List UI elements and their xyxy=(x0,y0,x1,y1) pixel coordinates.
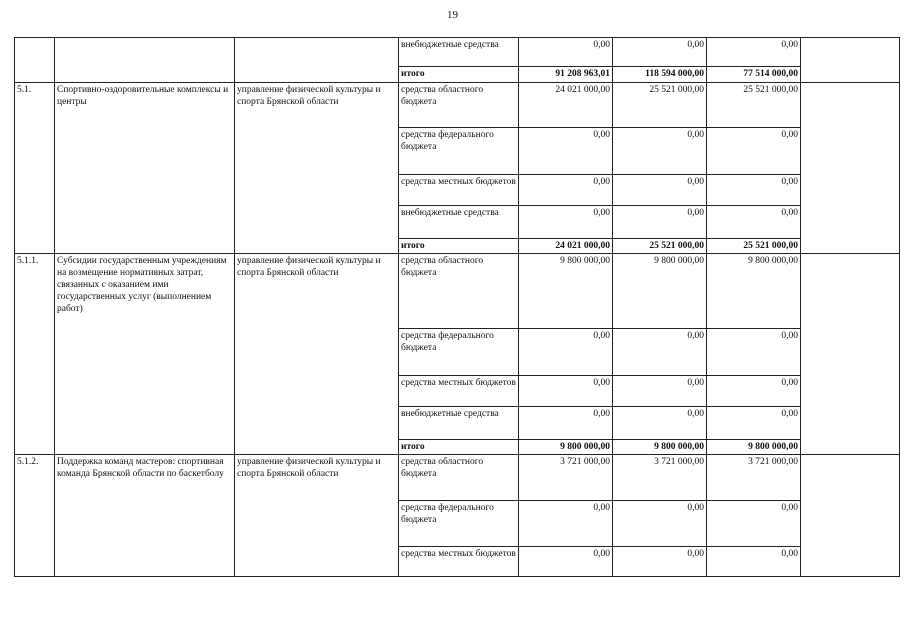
amount-year-1: 24 021 000,00 xyxy=(519,239,613,254)
amount-year-3: 0,00 xyxy=(707,206,801,239)
amount-year-1: 91 208 963,01 xyxy=(519,67,613,83)
funding-source: средства федерального бюджета xyxy=(399,501,519,547)
amount-year-2: 0,00 xyxy=(613,175,707,206)
amount-year-1: 9 800 000,00 xyxy=(519,440,613,455)
amount-year-1: 0,00 xyxy=(519,407,613,440)
amount-year-2: 0,00 xyxy=(613,206,707,239)
item-code: 5.1. xyxy=(15,83,55,254)
amount-year-2: 9 800 000,00 xyxy=(613,440,707,455)
page-number: 19 xyxy=(447,9,458,21)
result-cell xyxy=(801,38,900,83)
amount-year-1: 3 721 000,00 xyxy=(519,455,613,501)
funding-source: средства федерального бюджета xyxy=(399,329,519,376)
amount-year-1: 0,00 xyxy=(519,376,613,407)
amount-year-3: 9 800 000,00 xyxy=(707,254,801,329)
funding-source: средства областного бюджета xyxy=(399,455,519,501)
amount-year-3: 25 521 000,00 xyxy=(707,83,801,128)
funding-source: итого xyxy=(399,67,519,83)
amount-year-1: 0,00 xyxy=(519,206,613,239)
amount-year-2: 25 521 000,00 xyxy=(613,239,707,254)
amount-year-3: 0,00 xyxy=(707,407,801,440)
amount-year-1: 0,00 xyxy=(519,175,613,206)
funding-source: средства областного бюджета xyxy=(399,83,519,128)
funding-source: итого xyxy=(399,239,519,254)
amount-year-2: 0,00 xyxy=(613,501,707,547)
amount-year-3: 9 800 000,00 xyxy=(707,440,801,455)
amount-year-3: 77 514 000,00 xyxy=(707,67,801,83)
item-code: 5.1.1. xyxy=(15,254,55,455)
table-row xyxy=(15,83,900,128)
funding-source: средства местных бюджетов xyxy=(399,376,519,407)
result-cell xyxy=(801,455,900,577)
funding-source: средства областного бюджета xyxy=(399,254,519,329)
funding-source: средства местных бюджетов xyxy=(399,547,519,577)
funding-source: внебюджетные средства xyxy=(399,206,519,239)
budget-table xyxy=(14,37,900,577)
amount-year-3: 0,00 xyxy=(707,128,801,175)
item-executor: управление физической культуры и спорта Брянской области xyxy=(235,455,399,577)
item-name: Субсидии государственным учреждениям на возмещение нормативных затрат, связанных с оказанием ими государственных услуг (выполнением работ) xyxy=(55,254,235,455)
amount-year-3: 25 521 000,00 xyxy=(707,239,801,254)
item-executor: управление физической культуры и спорта Брянской области xyxy=(235,83,399,254)
item-name: Поддержка команд мастеров: спортивная команда Брянской области по баскетболу xyxy=(55,455,235,577)
amount-year-2: 0,00 xyxy=(613,38,707,67)
amount-year-3: 0,00 xyxy=(707,175,801,206)
amount-year-2: 25 521 000,00 xyxy=(613,83,707,128)
table-row xyxy=(15,38,900,67)
amount-year-2: 118 594 000,00 xyxy=(613,67,707,83)
item-code: 5.1.2. xyxy=(15,455,55,577)
amount-year-1: 0,00 xyxy=(519,329,613,376)
result-cell xyxy=(801,83,900,254)
item-name xyxy=(55,38,235,83)
item-code xyxy=(15,38,55,83)
amount-year-1: 0,00 xyxy=(519,38,613,67)
amount-year-2: 0,00 xyxy=(613,547,707,577)
amount-year-2: 0,00 xyxy=(613,407,707,440)
amount-year-3: 3 721 000,00 xyxy=(707,455,801,501)
amount-year-2: 3 721 000,00 xyxy=(613,455,707,501)
funding-source: внебюджетные средства xyxy=(399,38,519,67)
amount-year-1: 24 021 000,00 xyxy=(519,83,613,128)
result-cell xyxy=(801,254,900,455)
amount-year-1: 0,00 xyxy=(519,547,613,577)
funding-source: средства федерального бюджета xyxy=(399,128,519,175)
item-name: Спортивно-оздоровительные комплексы и центры xyxy=(55,83,235,254)
amount-year-2: 9 800 000,00 xyxy=(613,254,707,329)
amount-year-2: 0,00 xyxy=(613,329,707,376)
amount-year-3: 0,00 xyxy=(707,38,801,67)
amount-year-1: 0,00 xyxy=(519,501,613,547)
table-row xyxy=(15,455,900,501)
amount-year-1: 9 800 000,00 xyxy=(519,254,613,329)
amount-year-3: 0,00 xyxy=(707,547,801,577)
amount-year-3: 0,00 xyxy=(707,501,801,547)
table-row xyxy=(15,254,900,329)
funding-source: средства местных бюджетов xyxy=(399,175,519,206)
amount-year-3: 0,00 xyxy=(707,376,801,407)
funding-source: внебюджетные средства xyxy=(399,407,519,440)
amount-year-2: 0,00 xyxy=(613,128,707,175)
amount-year-1: 0,00 xyxy=(519,128,613,175)
amount-year-2: 0,00 xyxy=(613,376,707,407)
amount-year-3: 0,00 xyxy=(707,329,801,376)
item-executor: управление физической культуры и спорта Брянской области xyxy=(235,254,399,455)
funding-source: итого xyxy=(399,440,519,455)
item-executor xyxy=(235,38,399,83)
